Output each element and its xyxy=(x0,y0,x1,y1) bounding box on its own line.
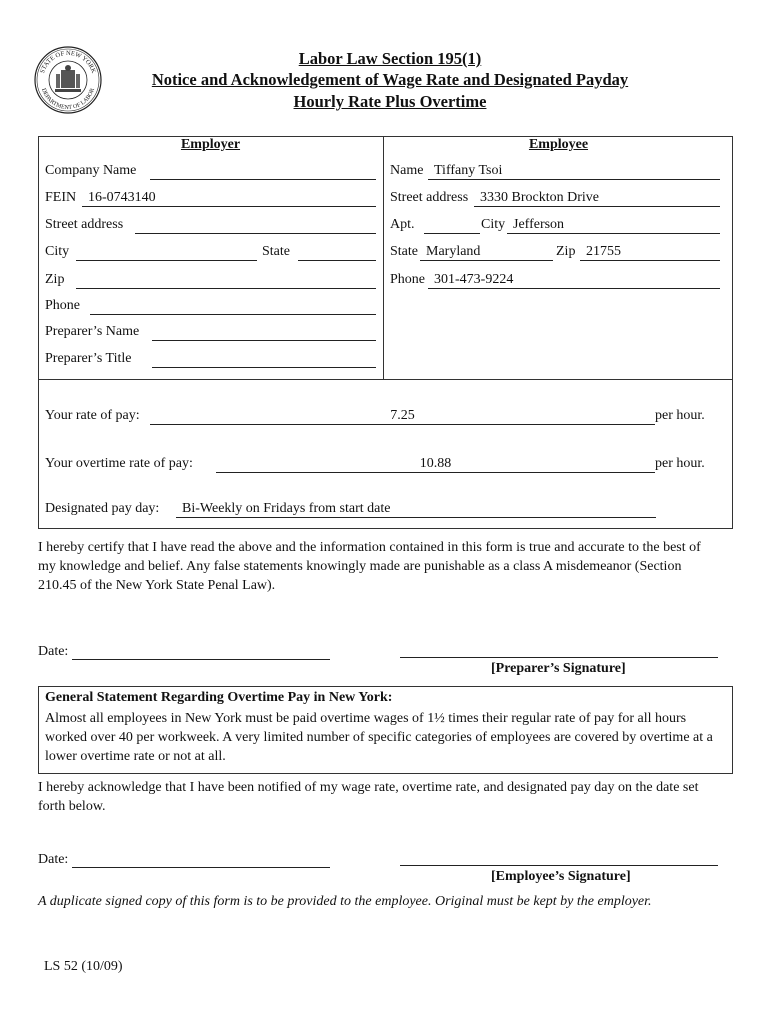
employee-zip-value: 21755 xyxy=(586,244,621,259)
employee-apt-field[interactable] xyxy=(424,217,480,234)
employer-state-value xyxy=(298,244,304,259)
nys-dol-seal xyxy=(34,46,102,114)
seal-top-text: STATE OF NEW YORK xyxy=(39,49,97,75)
payday-value: Bi-Weekly on Fridays from start date xyxy=(182,501,391,516)
employee-state-value: Maryland xyxy=(426,244,481,259)
employer-phone-label: Phone xyxy=(45,298,80,313)
employee-city-label: City xyxy=(481,217,506,232)
employer-city-field[interactable] xyxy=(76,244,257,261)
employer-heading: Employer xyxy=(180,137,241,152)
employer-phone-field[interactable] xyxy=(90,298,376,315)
employer-street-label: Street address xyxy=(45,217,124,232)
employee-signature-field[interactable] xyxy=(400,864,718,866)
rate-suffix: per hour. xyxy=(655,408,705,423)
employee-phone-value: 301-473-9224 xyxy=(434,272,514,287)
preparer-title-field[interactable] xyxy=(152,351,376,368)
preparer-date-field[interactable] xyxy=(72,658,330,660)
fein-label: FEIN xyxy=(45,190,77,205)
employee-zip-label: Zip xyxy=(556,244,576,259)
employer-phone-value xyxy=(90,298,96,313)
employee-date-field[interactable] xyxy=(72,866,330,868)
form-title-line3: Hourly Rate Plus Overtime xyxy=(293,92,487,111)
column-divider xyxy=(383,136,384,380)
preparer-name-value xyxy=(152,324,158,339)
company-name-value xyxy=(150,163,156,178)
company-name-label: Company Name xyxy=(45,163,137,178)
company-name-field[interactable] xyxy=(150,163,376,180)
preparer-name-label: Preparer’s Name xyxy=(45,324,140,339)
employer-state-field[interactable] xyxy=(298,244,376,261)
overtime-statement-body: Almost all employees in New York must be paid overtime wages of 1½ times their regular rate of pay for all hours worked over 40 per workweek. A very limited number of specific categories of employees are covered by overtime at a lower overtime rate or not at all. xyxy=(45,711,713,764)
employee-city-field[interactable] xyxy=(507,217,720,234)
employer-street-value xyxy=(135,217,141,232)
employer-state-label: State xyxy=(262,244,290,259)
seal-bottom-text: DEPARTMENT OF LABOR xyxy=(39,87,97,112)
overtime-rate-value: 10.88 xyxy=(419,456,452,471)
overtime-rate-label: Your overtime rate of pay: xyxy=(45,456,193,471)
employee-state-label: State xyxy=(390,244,418,259)
employer-zip-field[interactable] xyxy=(76,272,376,289)
employer-zip-value xyxy=(76,272,82,287)
employee-phone-label: Phone xyxy=(390,272,425,287)
employee-name-value: Tiffany Tsoi xyxy=(434,163,503,178)
duplicate-copy-note: A duplicate signed copy of this form is to be provided to the employee. Original must be kept by the employer. xyxy=(38,894,652,909)
overtime-rate-suffix: per hour. xyxy=(655,456,705,471)
rate-value: 7.25 xyxy=(390,408,415,423)
employee-apt-value xyxy=(424,217,430,232)
preparer-signature-field[interactable] xyxy=(400,656,718,658)
form-id: LS 52 (10/09) xyxy=(44,959,123,974)
preparer-date-label: Date: xyxy=(38,644,69,659)
acknowledge-statement: I hereby acknowledge that I have been notified of my wage rate, overtime rate, and designated pay day on the date set forth below. xyxy=(38,780,699,814)
payday-field[interactable] xyxy=(176,501,656,518)
form-title-line2: Notice and Acknowledgement of Wage Rate and Designated Payday xyxy=(151,70,629,89)
preparer-title-label: Preparer’s Title xyxy=(45,351,132,366)
employee-phone-field[interactable] xyxy=(428,272,720,289)
payday-label: Designated pay day: xyxy=(45,501,160,516)
fein-field[interactable] xyxy=(82,190,376,207)
employee-date-label: Date: xyxy=(38,852,69,867)
employee-apt-label: Apt. xyxy=(390,217,415,232)
employee-city-value: Jefferson xyxy=(513,217,565,232)
certify-statement: I hereby certify that I have read the above and the information contained in this form is true and accurate to the best of my knowledge and belief. Any false statements knowingly made are punishable as a class A misdemeanor (Section 210.45 of the New York State Penal Law). xyxy=(38,540,701,593)
employee-street-value: 3330 Brockton Drive xyxy=(480,190,599,205)
preparer-signature-label: [Preparer’s Signature] xyxy=(491,661,626,676)
fein-value: 16-0743140 xyxy=(88,190,156,205)
preparer-name-field[interactable] xyxy=(152,324,376,341)
employee-state-field[interactable] xyxy=(420,244,553,261)
rate-label: Your rate of pay: xyxy=(45,408,140,423)
employer-street-field[interactable] xyxy=(135,217,376,234)
employer-zip-label: Zip xyxy=(45,272,65,287)
employee-name-label: Name xyxy=(390,163,424,178)
employer-city-label: City xyxy=(45,244,70,259)
preparer-title-value xyxy=(152,351,158,366)
employee-zip-field[interactable] xyxy=(580,244,720,261)
employer-city-value xyxy=(76,244,82,259)
overtime-statement-heading: General Statement Regarding Overtime Pay in New York: xyxy=(45,690,393,705)
rate-field[interactable] xyxy=(150,408,655,425)
overtime-rate-field[interactable] xyxy=(216,456,655,473)
form-title-line1: Labor Law Section 195(1) xyxy=(298,49,482,68)
employee-name-field[interactable] xyxy=(428,163,720,180)
employee-signature-label: [Employee’s Signature] xyxy=(491,869,631,884)
employee-street-field[interactable] xyxy=(474,190,720,207)
employee-street-label: Street address xyxy=(390,190,469,205)
employee-heading: Employee xyxy=(528,137,589,152)
